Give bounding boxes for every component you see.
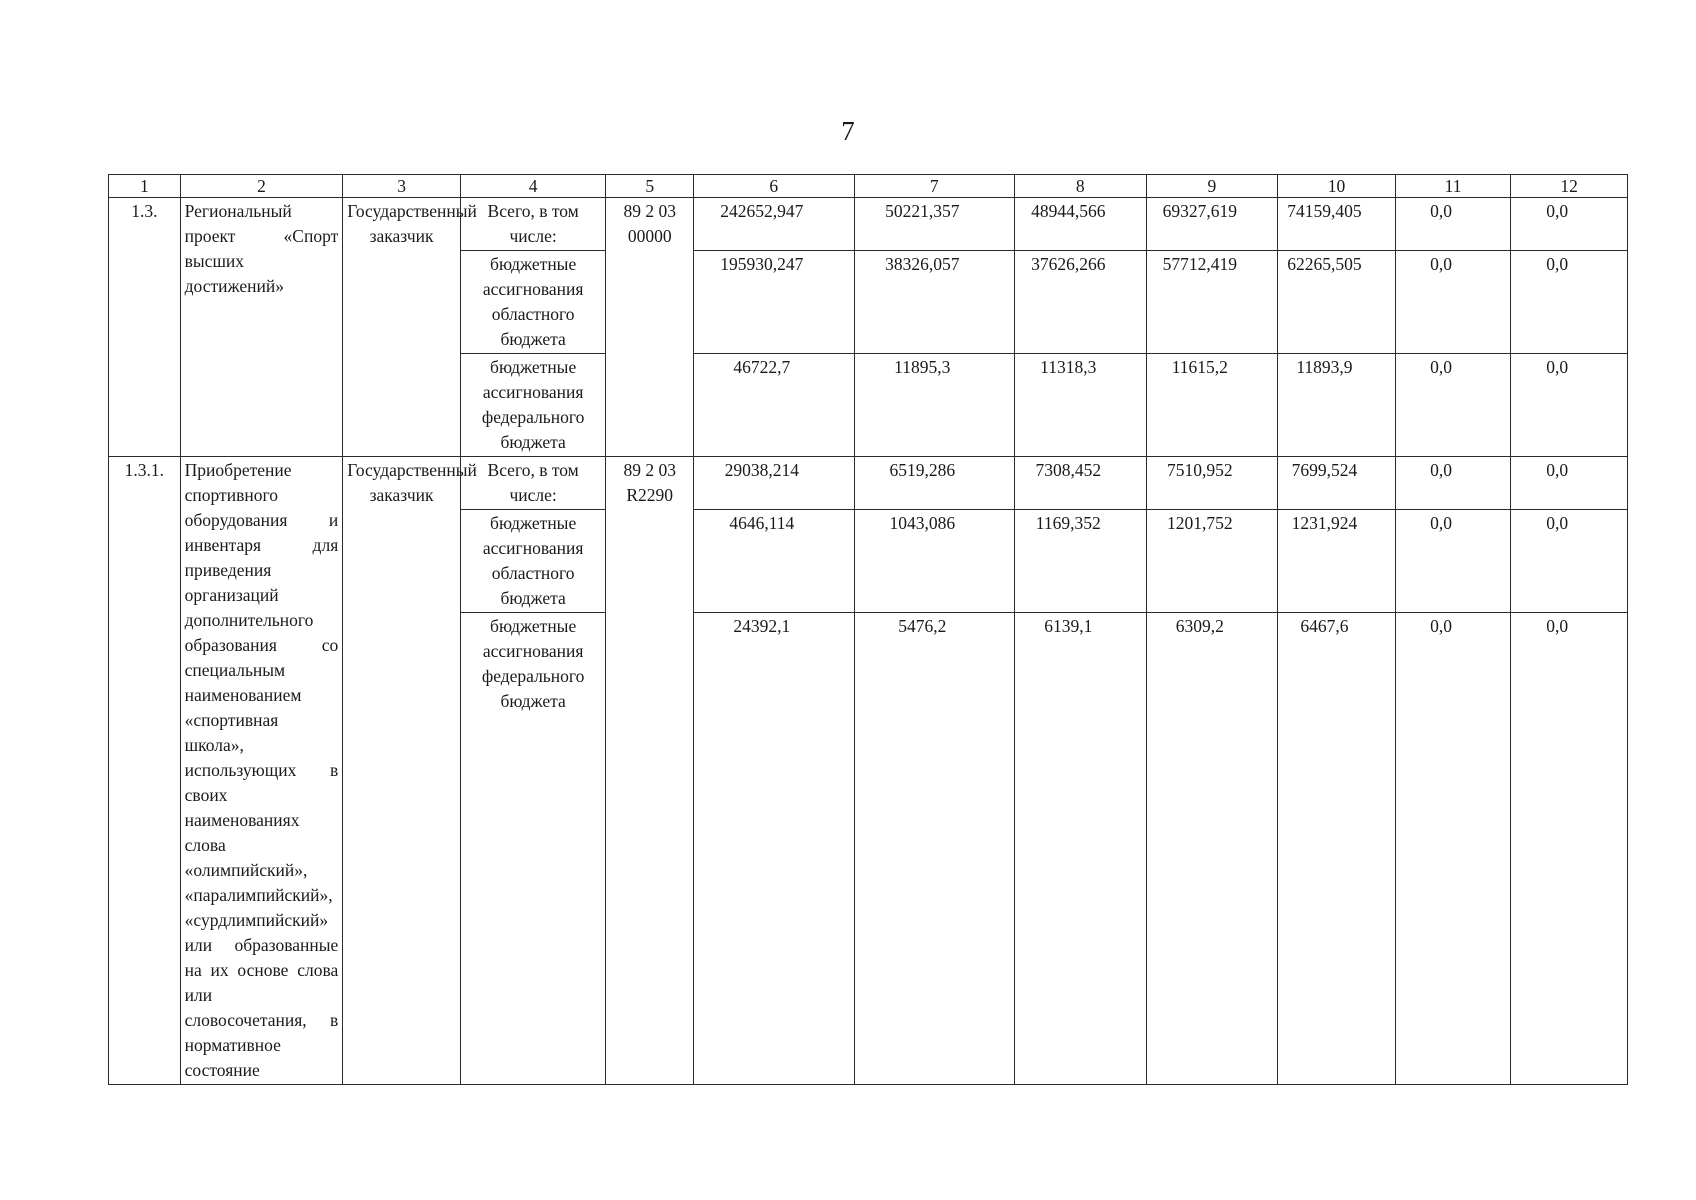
value-cell: 7510,952 xyxy=(1146,457,1278,510)
value-cell: 0,0 xyxy=(1511,613,1628,1085)
value-cell: 6309,2 xyxy=(1146,613,1278,1085)
value-cell: 6139,1 xyxy=(1014,613,1146,1085)
value-cell: 11893,9 xyxy=(1278,354,1396,457)
column-number: 2 xyxy=(180,175,343,198)
value-cell: 69327,619 xyxy=(1146,198,1278,251)
budget-table xyxy=(108,174,1628,1085)
value-cell: 50221,357 xyxy=(854,198,1014,251)
value-cell: 0,0 xyxy=(1395,613,1511,1085)
column-number: 3 xyxy=(343,175,461,198)
value-cell: 62265,505 xyxy=(1278,251,1396,354)
value-cell: 29038,214 xyxy=(694,457,854,510)
column-number: 9 xyxy=(1146,175,1278,198)
value-cell: 0,0 xyxy=(1511,457,1628,510)
column-number: 11 xyxy=(1395,175,1511,198)
item-name: Приобретение спортивного оборудования и инвентаря для приведения организаций дополнительного образования со специальным наименованием «спортивная школа», использующих в своих наименованиях слова «олимпийский», «паралимпийский», «сурдлимпийский» или образованные на их основе слова или словосочетания, в нормативное состояние xyxy=(180,457,343,1085)
value-cell: 0,0 xyxy=(1511,510,1628,613)
column-number: 12 xyxy=(1511,175,1628,198)
value-cell: 38326,057 xyxy=(854,251,1014,354)
page-number: 7 xyxy=(841,116,855,146)
value-cell: 37626,266 xyxy=(1014,251,1146,354)
value-cell: 7308,452 xyxy=(1014,457,1146,510)
funding-source: бюджетные ассигнования областного бюджета xyxy=(460,510,605,613)
funding-source: бюджетные ассигнования федерального бюджета xyxy=(460,613,605,1085)
value-cell: 1043,086 xyxy=(854,510,1014,613)
value-cell: 0,0 xyxy=(1395,251,1511,354)
budget-code: 89 2 03 00000 xyxy=(606,198,694,457)
value-cell: 242652,947 xyxy=(694,198,854,251)
column-number: 10 xyxy=(1278,175,1396,198)
funding-source: Всего, в том числе: xyxy=(460,198,605,251)
column-number: 8 xyxy=(1014,175,1146,198)
table-row xyxy=(109,198,1628,251)
value-cell: 0,0 xyxy=(1511,354,1628,457)
value-cell: 57712,419 xyxy=(1146,251,1278,354)
customer: Государственный заказчик xyxy=(343,198,461,457)
value-cell: 11895,3 xyxy=(854,354,1014,457)
value-cell: 11615,2 xyxy=(1146,354,1278,457)
value-cell: 11318,3 xyxy=(1014,354,1146,457)
value-cell: 5476,2 xyxy=(854,613,1014,1085)
funding-source: бюджетные ассигнования областного бюджета xyxy=(460,251,605,354)
value-cell: 0,0 xyxy=(1511,251,1628,354)
funding-source: Всего, в том числе: xyxy=(460,457,605,510)
value-cell: 6467,6 xyxy=(1278,613,1396,1085)
column-number: 6 xyxy=(694,175,854,198)
value-cell: 1169,352 xyxy=(1014,510,1146,613)
value-cell: 74159,405 xyxy=(1278,198,1396,251)
value-cell: 4646,114 xyxy=(694,510,854,613)
column-number: 5 xyxy=(606,175,694,198)
customer: Государственный заказчик xyxy=(343,457,461,1085)
value-cell: 0,0 xyxy=(1395,354,1511,457)
value-cell: 6519,286 xyxy=(854,457,1014,510)
value-cell: 0,0 xyxy=(1395,510,1511,613)
item-code: 1.3.1. xyxy=(109,457,181,1085)
column-number-row xyxy=(109,175,1628,198)
table-row xyxy=(109,457,1628,510)
value-cell: 48944,566 xyxy=(1014,198,1146,251)
value-cell: 0,0 xyxy=(1395,198,1511,251)
value-cell: 7699,524 xyxy=(1278,457,1396,510)
column-number: 1 xyxy=(109,175,181,198)
item-code: 1.3. xyxy=(109,198,181,457)
value-cell: 1201,752 xyxy=(1146,510,1278,613)
column-number: 7 xyxy=(854,175,1014,198)
column-number: 4 xyxy=(460,175,605,198)
funding-source: бюджетные ассигнования федерального бюджета xyxy=(460,354,605,457)
value-cell: 24392,1 xyxy=(694,613,854,1085)
budget-code: 89 2 03 R2290 xyxy=(606,457,694,1085)
value-cell: 1231,924 xyxy=(1278,510,1396,613)
value-cell: 0,0 xyxy=(1511,198,1628,251)
value-cell: 46722,7 xyxy=(694,354,854,457)
item-name: Региональный проект «Спорт высших достижений» xyxy=(180,198,343,457)
value-cell: 0,0 xyxy=(1395,457,1511,510)
value-cell: 195930,247 xyxy=(694,251,854,354)
